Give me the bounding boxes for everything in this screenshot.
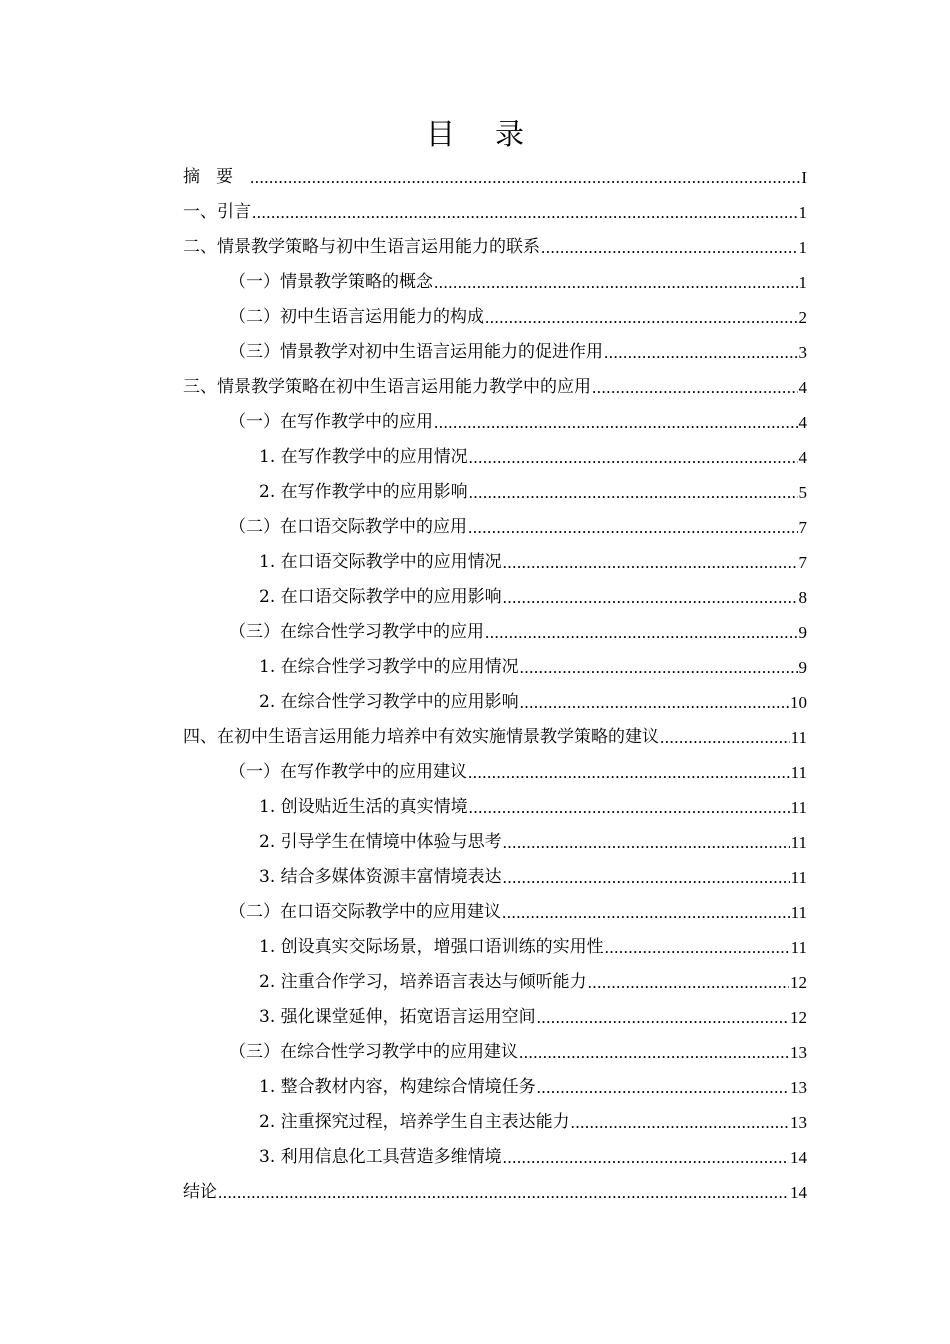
dot-leader — [537, 1000, 789, 1035]
toc-entry-label: （一）情景教学策略的概念 — [229, 272, 433, 292]
toc-entry-page: 10 — [790, 693, 807, 712]
toc-entry[interactable] — [183, 265, 807, 300]
toc-entry-page: 2 — [798, 308, 807, 327]
toc-entry-page: 4 — [798, 413, 807, 432]
toc-entry[interactable] — [183, 1035, 807, 1070]
toc-entry-label: 2. 引导学生在情境中体验与思考 — [259, 832, 502, 852]
toc-entry[interactable] — [183, 510, 807, 545]
toc-entry-page: 1 — [798, 203, 807, 222]
toc-entry-page: 5 — [798, 483, 807, 502]
toc-entry[interactable] — [183, 930, 807, 965]
toc-entry-page: 13 — [790, 1043, 807, 1062]
toc-entry-label: 2. 在综合性学习教学中的应用影响 — [259, 692, 519, 712]
toc-entry-label: 1. 在写作教学中的应用情况 — [259, 447, 468, 467]
toc-entry-label: 2. 注重合作学习，培养语言表达与倾听能力 — [259, 972, 587, 992]
toc-entry-label: （二）在口语交际教学中的应用 — [229, 517, 467, 537]
toc-entry-label: 2. 注重探究过程，培养学生自主表达能力 — [259, 1112, 570, 1132]
dot-leader — [502, 895, 790, 930]
toc-entry-page: 11 — [790, 833, 807, 852]
toc-entry-label: （一）在写作教学中的应用建议 — [229, 762, 467, 782]
toc-entry-label: （二）在口语交际教学中的应用建议 — [229, 902, 501, 922]
dot-leader — [503, 825, 790, 860]
toc-entry-label: 三、情景教学策略在初中生语言运用能力教学中的应用 — [183, 377, 591, 397]
dot-leader — [252, 195, 798, 230]
toc-entry-page: 4 — [798, 448, 807, 467]
toc-entry[interactable] — [183, 755, 807, 790]
dot-leader — [520, 685, 789, 720]
toc-entry-abstract[interactable] — [183, 160, 807, 195]
dot-leader — [605, 930, 790, 965]
toc-entry-page: 4 — [798, 378, 807, 397]
dot-leader — [541, 230, 798, 265]
toc-entry-page: 11 — [790, 903, 807, 922]
toc-entry-page: 14 — [790, 1148, 807, 1167]
dot-leader — [520, 650, 798, 685]
toc-entry[interactable] — [183, 825, 807, 860]
toc-entry-page: 13 — [790, 1078, 807, 1097]
toc-entry-page: 14 — [790, 1183, 807, 1202]
toc-entry[interactable] — [183, 195, 807, 230]
toc-list — [183, 160, 807, 1210]
toc-entry-page: 11 — [790, 763, 807, 782]
toc-entry-page: 3 — [798, 343, 807, 362]
dot-leader — [592, 370, 798, 405]
toc-entry-page: 11 — [790, 798, 807, 817]
dot-leader — [485, 615, 798, 650]
toc-entry-conclusion[interactable] — [183, 1175, 807, 1210]
toc-entry-page: 11 — [790, 728, 807, 747]
toc-entry[interactable] — [183, 475, 807, 510]
dot-leader — [503, 860, 790, 895]
toc-entry-page: 7 — [798, 553, 807, 572]
toc-entry-page: 12 — [790, 973, 807, 992]
dot-leader — [485, 300, 798, 335]
toc-entry-label: 2. 在口语交际教学中的应用影响 — [259, 587, 502, 607]
toc-entry-label: 一、引言 — [183, 202, 251, 222]
dot-leader — [604, 335, 798, 370]
toc-entry[interactable] — [183, 685, 807, 720]
toc-entry-label: 2. 在写作教学中的应用影响 — [259, 482, 468, 502]
toc-entry-label: 1. 在口语交际教学中的应用情况 — [259, 552, 502, 572]
dot-leader — [503, 1140, 789, 1175]
toc-entry-page: 1 — [798, 273, 807, 292]
toc-entry-label: 1. 在综合性学习教学中的应用情况 — [259, 657, 519, 677]
toc-entry-label: （三）在综合性学习教学中的应用建议 — [229, 1042, 518, 1062]
dot-leader — [468, 755, 790, 790]
dot-leader — [468, 510, 798, 545]
toc-entry-page: I — [801, 168, 807, 187]
toc-entry[interactable] — [183, 1140, 807, 1175]
dot-leader — [434, 265, 798, 300]
toc-entry[interactable] — [183, 860, 807, 895]
toc-entry[interactable] — [183, 895, 807, 930]
dot-leader — [434, 405, 798, 440]
toc-entry-label: 结论 — [183, 1182, 217, 1202]
toc-entry[interactable] — [183, 790, 807, 825]
toc-entry-page: 8 — [798, 588, 807, 607]
toc-entry[interactable] — [183, 370, 807, 405]
toc-entry-page: 11 — [790, 938, 807, 957]
dot-leader — [588, 965, 789, 1000]
toc-entry-label: 二、情景教学策略与初中生语言运用能力的联系 — [183, 237, 540, 257]
toc-entry[interactable] — [183, 1070, 807, 1105]
toc-entry-label: 1. 创设贴近生活的真实情境 — [259, 797, 468, 817]
toc-entry-page: 9 — [798, 658, 807, 677]
dot-leader — [503, 580, 798, 615]
toc-entry[interactable] — [183, 615, 807, 650]
toc-entry-page: 11 — [790, 868, 807, 887]
dot-leader — [537, 1070, 789, 1105]
toc-entry-label: 3. 结合多媒体资源丰富情境表达 — [259, 867, 502, 887]
toc-entry[interactable] — [183, 440, 807, 475]
toc-entry[interactable] — [183, 1000, 807, 1035]
toc-entry[interactable] — [183, 300, 807, 335]
toc-title: 目录 — [425, 117, 564, 151]
dot-leader — [660, 720, 790, 755]
toc-entry-label: 1. 整合教材内容，构建综合情境任务 — [259, 1077, 536, 1097]
toc-entry-page: 9 — [798, 623, 807, 642]
toc-entry[interactable] — [183, 650, 807, 685]
toc-entry-label: （二）初中生语言运用能力的构成 — [229, 307, 484, 327]
toc-entry-label: 摘要 — [183, 167, 249, 187]
dot-leader — [469, 440, 798, 475]
dot-leader — [218, 1175, 789, 1210]
toc-entry[interactable] — [183, 335, 807, 370]
toc-entry-label: （三）情景教学对初中生语言运用能力的促进作用 — [229, 342, 603, 362]
toc-entry-page: 12 — [790, 1008, 807, 1027]
toc-entry[interactable] — [183, 1105, 807, 1140]
toc-entry[interactable] — [183, 545, 807, 580]
toc-entry-page: 13 — [790, 1113, 807, 1132]
toc-entry-label: 1. 创设真实交际场景，增强口语训练的实用性 — [259, 937, 604, 957]
toc-entry-label: 3. 强化课堂延伸，拓宽语言运用空间 — [259, 1007, 536, 1027]
toc-entry[interactable] — [183, 405, 807, 440]
toc-entry[interactable] — [183, 230, 807, 265]
toc-entry-label: （三）在综合性学习教学中的应用 — [229, 622, 484, 642]
dot-leader — [571, 1105, 789, 1140]
dot-leader — [250, 160, 800, 195]
toc-entry[interactable] — [183, 720, 807, 755]
dot-leader — [469, 475, 798, 510]
toc-entry-page: 1 — [798, 238, 807, 257]
toc-entry-page: 7 — [798, 518, 807, 537]
dot-leader — [519, 1035, 789, 1070]
toc-entry-label: 3. 利用信息化工具营造多维情境 — [259, 1147, 502, 1167]
toc-entry-label: （一）在写作教学中的应用 — [229, 412, 433, 432]
toc-entry[interactable] — [183, 580, 807, 615]
toc-entry-label: 四、在初中生语言运用能力培养中有效实施情景教学策略的建议 — [183, 727, 659, 747]
dot-leader — [469, 790, 790, 825]
toc-entry[interactable] — [183, 965, 807, 1000]
dot-leader — [503, 545, 798, 580]
